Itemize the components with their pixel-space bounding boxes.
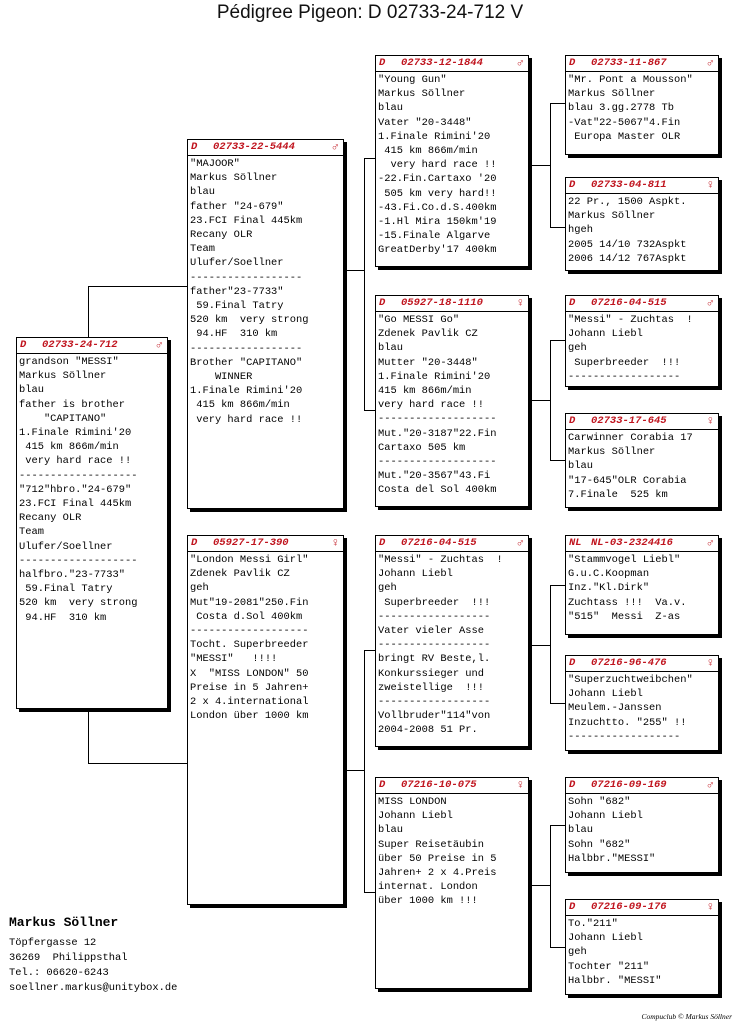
card-line: 1.Finale Rimini'20 xyxy=(19,427,132,440)
card-line: geh xyxy=(568,946,587,959)
card-line: ------------------ xyxy=(190,342,303,355)
card-header xyxy=(188,140,343,156)
card-body xyxy=(566,194,718,267)
pigeon-card-subject[interactable] xyxy=(16,337,168,709)
card-line: 22 Pr., 1500 Aspkt. xyxy=(568,196,687,208)
ring-number: NL-03-2324416 xyxy=(591,537,673,549)
male-symbol-icon: ♂ xyxy=(706,778,714,792)
card-line: Markus Söllner xyxy=(568,88,656,101)
card-line: Johann Liebl xyxy=(568,932,643,945)
card-line: Markus Söllner xyxy=(568,210,656,223)
card-line: 520 km very strong xyxy=(19,597,138,610)
card-line: father is brother xyxy=(19,398,126,411)
country-code: D xyxy=(569,179,576,191)
pigeon-card-ggp-1[interactable] xyxy=(565,55,719,155)
card-line: Ulufer/Soellner xyxy=(190,257,284,270)
card-line: -Vat"22-5067"4.Fin xyxy=(568,116,681,129)
connector xyxy=(88,286,188,287)
card-line: Konkurssieger und xyxy=(378,667,485,680)
card-line: Zdenek Pavlik CZ xyxy=(378,328,478,341)
card-line: -1.Hl Mira 150km'19 xyxy=(378,216,497,229)
card-line: Inz."Kl.Dirk" xyxy=(568,582,650,595)
card-line: "515" Messi Z-as xyxy=(568,610,681,623)
card-line: 415 km 866m/min xyxy=(378,145,478,158)
card-line: 1.Finale Rimini'20 xyxy=(378,130,491,143)
card-line: 23.FCI Final 445km xyxy=(190,214,303,227)
card-line: Vater vieler Asse xyxy=(378,625,485,638)
card-header xyxy=(566,56,718,72)
card-line: 94.HF 310 km xyxy=(19,611,107,624)
card-header xyxy=(566,296,718,312)
male-symbol-icon: ♂ xyxy=(706,536,714,550)
card-line: 7.Finale 525 km xyxy=(568,488,668,501)
card-header xyxy=(376,778,528,794)
owner-phone: Tel.: 06620-6243 xyxy=(9,967,109,979)
country-code: D xyxy=(379,57,386,69)
card-line: Recany OLR xyxy=(19,512,82,525)
card-body xyxy=(566,672,718,745)
connector xyxy=(531,400,550,401)
card-line: ------------------ xyxy=(190,271,303,284)
card-line: "Messi" - Zuchtas ! xyxy=(378,554,503,566)
card-line: "712"hbro."24-679" xyxy=(19,483,132,496)
card-line: GreatDerby'17 400km xyxy=(378,244,497,257)
card-body xyxy=(566,552,718,625)
card-body xyxy=(376,552,528,739)
card-line: "Young Gun" xyxy=(378,74,447,86)
page-title: Pédigree Pigeon: D 02733-24-712 V xyxy=(216,2,524,23)
card-line: Carwinner Corabia 17 xyxy=(568,432,693,444)
card-line: ------------------- xyxy=(378,413,497,426)
card-body xyxy=(188,156,343,428)
pigeon-card-sire-sire[interactable] xyxy=(375,55,529,267)
card-line: ------------------- xyxy=(190,625,309,638)
card-line: -43.Fi.Co.d.S.400km xyxy=(378,201,497,214)
card-line: Meulem.-Janssen xyxy=(568,702,662,715)
connector xyxy=(550,585,565,586)
card-line: "Messi" - Zuchtas ! xyxy=(568,314,693,326)
card-line: Costa del Sol 400km xyxy=(378,484,497,497)
card-header xyxy=(566,414,718,430)
card-line: Europa Master OLR xyxy=(568,130,681,143)
card-line: ------------------ xyxy=(568,730,681,743)
card-header xyxy=(566,900,718,916)
card-line: 59.Final Tatry xyxy=(19,583,113,596)
card-line: über 1000 km !!! xyxy=(378,895,478,908)
card-line: Preise in 5 Jahren+ xyxy=(190,681,309,694)
card-line: Superbreeder !!! xyxy=(378,596,491,609)
country-code: D xyxy=(569,779,576,791)
card-line: ------------------ xyxy=(378,696,491,709)
card-line: Johann Liebl xyxy=(568,810,643,823)
female-symbol-icon: ♀ xyxy=(706,656,714,670)
pigeon-card-ggp-3[interactable] xyxy=(565,295,719,387)
card-header xyxy=(17,338,167,354)
country-code: D xyxy=(191,537,198,549)
card-line: father"23-7733" xyxy=(190,285,284,298)
card-line: Jahren+ 2 x 4.Preis xyxy=(378,867,497,880)
pigeon-card-ggp-5[interactable] xyxy=(565,535,719,635)
connector xyxy=(345,270,364,271)
card-line: Markus Söllner xyxy=(568,446,656,459)
card-line: Johann Liebl xyxy=(378,568,453,581)
owner-email[interactable]: soellner.markus@unitybox.de xyxy=(9,982,178,994)
connector xyxy=(550,340,551,460)
male-symbol-icon: ♂ xyxy=(706,56,714,70)
card-body xyxy=(566,312,718,385)
card-line: grandson "MESSI" xyxy=(19,356,119,368)
card-line: 415 km 866m/min xyxy=(19,441,119,454)
card-line: Markus Söllner xyxy=(190,172,278,185)
card-line: Superbreeder !!! xyxy=(568,356,681,369)
card-line: blau xyxy=(190,186,215,199)
male-symbol-icon: ♂ xyxy=(706,296,714,310)
pigeon-card-sire[interactable] xyxy=(187,139,344,509)
card-line: ------------------- xyxy=(19,469,138,482)
card-line: Markus Söllner xyxy=(378,88,466,101)
pigeon-card-dam-dam[interactable] xyxy=(375,777,529,989)
card-line: very hard race !! xyxy=(378,399,485,412)
card-body xyxy=(188,552,343,724)
ring-number: 02733-04-811 xyxy=(591,179,667,191)
ring-number: 07216-96-476 xyxy=(591,657,667,669)
female-symbol-icon: ♀ xyxy=(516,778,524,792)
owner-street: Töpfergasse 12 xyxy=(9,937,97,949)
card-line: ------------------ xyxy=(378,610,491,623)
card-line: Halbbr."MESSI" xyxy=(568,852,656,865)
card-line: -15.Finale Algarve xyxy=(378,230,491,243)
card-line: ------------------- xyxy=(19,554,138,567)
card-line: 505 km very hard!! xyxy=(378,187,497,200)
connector xyxy=(550,825,551,947)
card-line: Zdenek Pavlik CZ xyxy=(190,568,290,581)
country-code: D xyxy=(569,415,576,427)
card-line: ------------------ xyxy=(568,370,681,383)
card-line: 2006 14/12 767Aspkt xyxy=(568,252,687,265)
card-header xyxy=(566,656,718,672)
card-line: Johann Liebl xyxy=(378,810,453,823)
connector xyxy=(345,770,364,771)
card-line: "17-645"OLR Corabia xyxy=(568,474,687,487)
card-line: blau xyxy=(568,824,593,837)
card-line: London über 1000 km xyxy=(190,710,309,723)
card-line: "CAPITANO" xyxy=(19,412,107,425)
card-line: Sohn "682" xyxy=(568,796,631,808)
card-line: Johann Liebl xyxy=(568,688,643,701)
ring-number: 07216-10-075 xyxy=(401,779,477,791)
card-line: Team xyxy=(190,243,215,256)
country-code: D xyxy=(20,339,27,351)
female-symbol-icon: ♀ xyxy=(706,414,714,428)
card-body xyxy=(17,354,167,626)
connector xyxy=(550,460,565,461)
connector xyxy=(88,763,188,764)
country-code: D xyxy=(569,57,576,69)
connector xyxy=(550,947,565,948)
card-body xyxy=(376,794,528,910)
card-line: 520 km very strong xyxy=(190,314,309,327)
card-line: ------------------ xyxy=(378,639,491,652)
connector xyxy=(550,103,565,104)
card-line: Zuchtass !!! Va.v. xyxy=(568,596,687,609)
ring-number: 07216-09-169 xyxy=(591,779,667,791)
card-line: very hard race !! xyxy=(190,413,303,426)
country-code: D xyxy=(569,297,576,309)
connector xyxy=(550,703,565,704)
connector xyxy=(550,340,565,341)
owner-city: 36269 Philippsthal xyxy=(9,952,128,964)
connector xyxy=(531,165,550,166)
card-line: very hard race !! xyxy=(378,159,497,172)
connector xyxy=(550,103,551,227)
card-body xyxy=(376,312,528,499)
card-line: father "24-679" xyxy=(190,200,284,213)
connector xyxy=(364,650,365,892)
connector xyxy=(531,645,550,646)
card-line: zweistellige !!! xyxy=(378,681,485,694)
card-line: geh xyxy=(568,342,587,355)
card-header xyxy=(376,536,528,552)
card-body xyxy=(566,430,718,503)
card-line: hgeh xyxy=(568,224,593,237)
owner-name: Markus Söllner xyxy=(9,915,119,930)
connector xyxy=(550,585,551,703)
pigeon-card-dam-sire[interactable] xyxy=(375,535,529,747)
card-line: geh xyxy=(190,582,209,595)
ring-number: 07216-04-515 xyxy=(591,297,667,309)
card-line: Costa d.Sol 400km xyxy=(190,610,303,623)
card-line: blau xyxy=(378,342,403,355)
ring-number: 02733-17-645 xyxy=(591,415,667,427)
card-line: 2 x 4.international xyxy=(190,696,309,709)
card-line: Vater "20-3448" xyxy=(378,116,472,129)
footer-credit: Compuclub © Markus Söllner xyxy=(641,1012,732,1021)
country-code: D xyxy=(569,657,576,669)
card-line: "London Messi Girl" xyxy=(190,554,309,566)
pigeon-card-ggp-6[interactable] xyxy=(565,655,719,751)
ring-number: 07216-04-515 xyxy=(401,537,477,549)
card-header xyxy=(566,536,718,552)
card-line: Recany OLR xyxy=(190,229,253,242)
card-header xyxy=(188,536,343,552)
card-line: Tocht. Superbreeder xyxy=(190,639,309,652)
card-line: ------------------- xyxy=(378,456,497,469)
card-line: 2005 14/10 732Aspkt xyxy=(568,238,687,251)
card-line: Mut"19-2081"250.Fin xyxy=(190,596,309,609)
card-line: "Superzuchtweibchen" xyxy=(568,674,693,686)
card-line: internat. London xyxy=(378,881,478,894)
card-line: "MESSI" !!!! xyxy=(190,653,278,666)
ring-number: 02733-24-712 xyxy=(42,339,118,351)
female-symbol-icon: ♀ xyxy=(706,900,714,914)
male-symbol-icon: ♂ xyxy=(516,56,524,70)
card-line: WINNER xyxy=(190,371,253,384)
pigeon-card-ggp-7[interactable] xyxy=(565,777,719,873)
ring-number: 02733-22-5444 xyxy=(213,141,295,153)
connector xyxy=(550,227,565,228)
card-line: "Stammvogel Liebl" xyxy=(568,554,681,566)
card-line: 94.HF 310 km xyxy=(190,328,278,341)
pigeon-card-ggp-4[interactable] xyxy=(565,413,719,508)
country-code: D xyxy=(379,297,386,309)
card-line: 1.Finale Rimini'20 xyxy=(190,385,303,398)
ring-number: 02733-11-867 xyxy=(591,57,667,69)
card-line: 23.FCI Final 445km xyxy=(19,498,132,511)
card-line: blau 3.gg.2778 Tb xyxy=(568,102,675,115)
card-line: "Go MESSI Go" xyxy=(378,314,460,326)
card-line: Super Reisetäubin xyxy=(378,838,485,851)
pigeon-card-dam[interactable] xyxy=(187,535,344,905)
female-symbol-icon: ♀ xyxy=(331,536,339,550)
card-body xyxy=(376,72,528,259)
country-code: D xyxy=(569,901,576,913)
card-line: blau xyxy=(568,460,593,473)
ring-number: 05927-17-390 xyxy=(213,537,289,549)
card-line: -22.Fin.Cartaxo '20 xyxy=(378,173,497,186)
card-line: "Mr. Pont a Mousson" xyxy=(568,74,693,86)
card-body xyxy=(566,72,718,145)
card-body xyxy=(566,794,718,867)
card-line: Mut."20-3567"43.Fi xyxy=(378,470,491,483)
card-line: Inzuchtto. "255" !! xyxy=(568,716,687,729)
card-line: Sohn "682" xyxy=(568,838,631,851)
card-line: 1.Finale Rimini'20 xyxy=(378,370,491,383)
card-line: MISS LONDON xyxy=(378,796,447,808)
card-line: bringt RV Beste,l. xyxy=(378,653,491,666)
country-code: D xyxy=(379,779,386,791)
male-symbol-icon: ♂ xyxy=(331,140,339,154)
pigeon-card-ggp-8[interactable] xyxy=(565,899,719,995)
card-line: Tochter "211" xyxy=(568,960,650,973)
card-line: Team xyxy=(19,526,44,539)
card-line: 415 km 866m/min xyxy=(190,399,290,412)
card-line: Mutter "20-3448" xyxy=(378,356,478,369)
card-line: Halbbr. "MESSI" xyxy=(568,974,662,987)
card-line: blau xyxy=(19,384,44,397)
connector xyxy=(531,885,550,886)
card-line: Ulufer/Soellner xyxy=(19,540,113,553)
card-line: geh xyxy=(378,582,397,595)
country-code: D xyxy=(379,537,386,549)
card-line: "MAJOOR" xyxy=(190,158,240,170)
card-line: X "MISS LONDON" 50 xyxy=(190,667,309,680)
card-body xyxy=(566,916,718,989)
connector xyxy=(364,158,365,410)
male-symbol-icon: ♂ xyxy=(516,536,524,550)
pigeon-card-ggp-2[interactable] xyxy=(565,177,719,271)
card-header xyxy=(376,296,528,312)
card-line: über 50 Preise in 5 xyxy=(378,852,497,865)
card-header xyxy=(566,178,718,194)
connector xyxy=(550,825,565,826)
card-line: very hard race !! xyxy=(19,455,132,468)
female-symbol-icon: ♀ xyxy=(706,178,714,192)
card-line: 2004-2008 51 Pr. xyxy=(378,724,478,737)
card-line: Cartaxo 505 km xyxy=(378,441,466,454)
female-symbol-icon: ♀ xyxy=(516,296,524,310)
card-line: 415 km 866m/min xyxy=(378,385,472,398)
card-line: To."211" xyxy=(568,918,618,930)
card-line: blau xyxy=(378,824,403,837)
card-line: blau xyxy=(378,102,403,115)
card-line: Mut."20-3187"22.Fin xyxy=(378,427,497,440)
card-line: Brother "CAPITANO" xyxy=(190,356,303,369)
ring-number: 05927-18-1110 xyxy=(401,297,483,309)
card-line: 59.Final Tatry xyxy=(190,300,284,313)
card-line: Vollbruder"114"von xyxy=(378,710,491,723)
card-line: Johann Liebl xyxy=(568,328,643,341)
ring-number: 02733-12-1844 xyxy=(401,57,483,69)
country-code: NL xyxy=(569,537,582,549)
pigeon-card-sire-dam[interactable] xyxy=(375,295,529,507)
ring-number: 07216-09-176 xyxy=(591,901,667,913)
card-header xyxy=(566,778,718,794)
card-line: G.u.C.Koopman xyxy=(568,568,650,581)
country-code: D xyxy=(191,141,198,153)
male-symbol-icon: ♂ xyxy=(155,338,163,352)
card-line: Markus Söllner xyxy=(19,370,107,383)
card-line: halfbro."23-7733" xyxy=(19,569,126,582)
card-header xyxy=(376,56,528,72)
